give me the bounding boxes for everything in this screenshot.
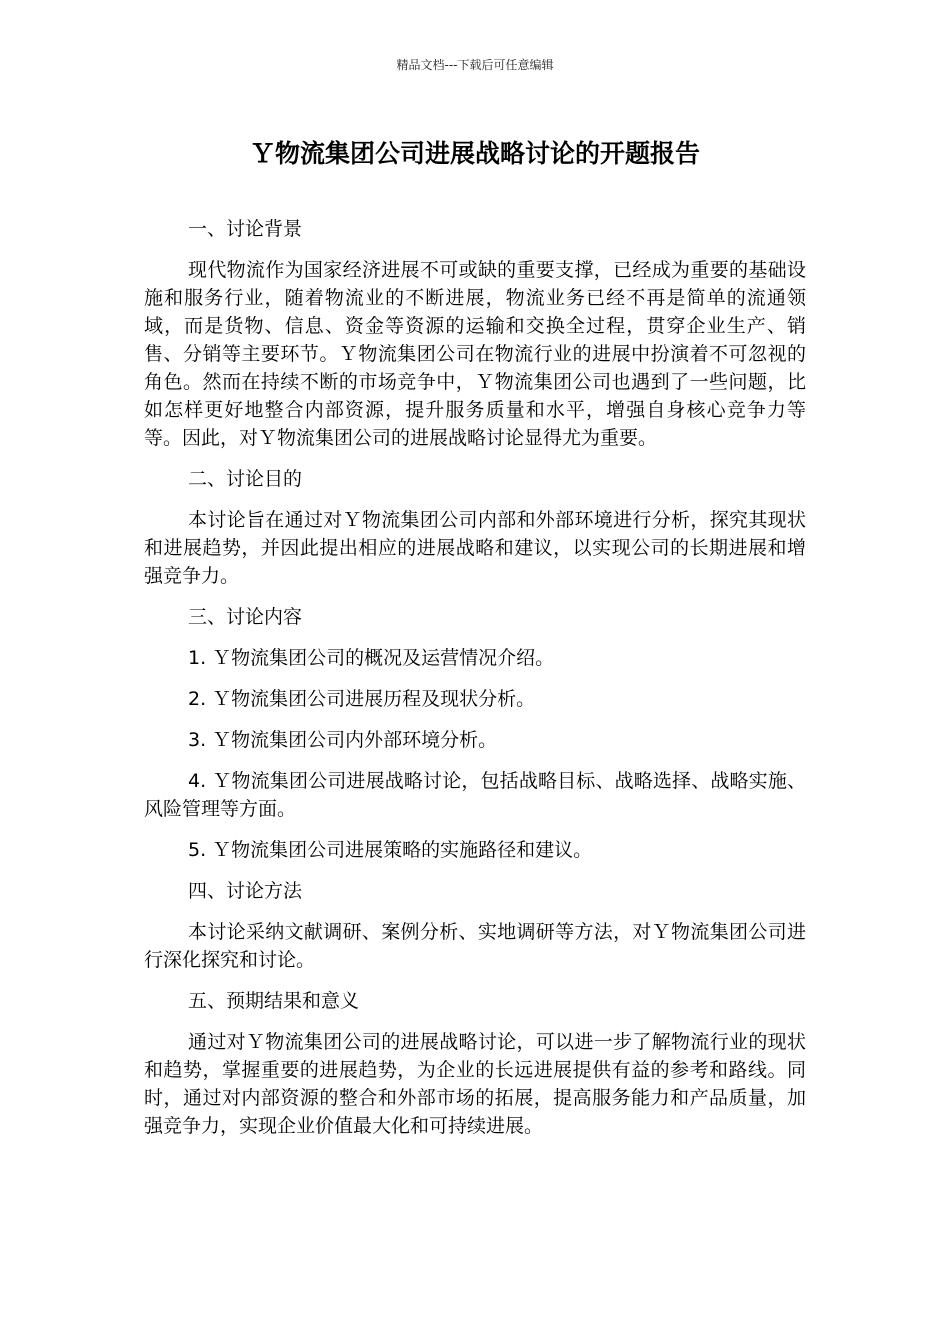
section-heading-method: 四、讨论方法 xyxy=(188,880,303,902)
page-header: 精品文档---下载后可任意编辑 xyxy=(396,58,554,72)
section-heading-results: 五、预期结果和意义 xyxy=(188,990,360,1012)
list-item: 5. Ｙ物流集团公司进展策略的实施路径和建议。 xyxy=(188,839,593,861)
section-heading-background: 一、讨论背景 xyxy=(188,218,303,240)
section-heading-content: 三、讨论内容 xyxy=(188,606,303,628)
list-item: 2. Ｙ物流集团公司进展历程及现状分析。 xyxy=(188,688,536,710)
list-item: 1. Ｙ物流集团公司的概况及运营情况介绍。 xyxy=(188,647,555,669)
document-body xyxy=(144,215,806,1153)
list-item: 4. Ｙ物流集团公司进展战略讨论，包括战略目标、战略选择、战略实施、风险管理等方面。 xyxy=(144,770,806,820)
paragraph-results: 通过对Ｙ物流集团公司的进展战略讨论，可以进一步了解物流行业的现状和趋势，掌握重要的进展趋势，为企业的长远进展提供有益的参考和路线。同时，通过对内部资源的整合和外部市场的拓展，提高服务能力和产品质量，加强竞争力，实现企业价值最大化和可持续进展。 xyxy=(144,1031,806,1137)
paragraph-background: 现代物流作为国家经济进展不可或缺的重要支撑，已经成为重要的基础设施和服务行业，随着物流业的不断进展，物流业务已经不再是简单的流通领域，而是货物、信息、资金等资源的运输和交换全过程，贯穿企业生产、销售、分销等主要环节。Ｙ物流集团公司在物流行业的进展中扮演着不可忽视的角色。然而在持续不断的市场竞争中，Ｙ物流集团公司也遇到了一些问题，比如怎样更好地整合内部资源，提升服务质量和水平，增强自身核心竞争力等等。因此，对Ｙ物流集团公司的进展战略讨论显得尤为重要。 xyxy=(144,259,806,449)
section-heading-purpose: 二、讨论目的 xyxy=(188,468,303,490)
paragraph-purpose: 本讨论旨在通过对Ｙ物流集团公司内部和外部环境进行分析，探究其现状和进展趋势，并因此提出相应的进展战略和建议，以实现公司的长期进展和增强竞争力。 xyxy=(144,509,806,587)
document-title: Ｙ物流集团公司进展战略讨论的开题报告 xyxy=(249,139,700,168)
paragraph-method: 本讨论采纳文献调研、案例分析、实地调研等方法，对Ｙ物流集团公司进行深化探究和讨论。 xyxy=(144,921,806,971)
list-item: 3. Ｙ物流集团公司内外部环境分析。 xyxy=(188,729,498,751)
